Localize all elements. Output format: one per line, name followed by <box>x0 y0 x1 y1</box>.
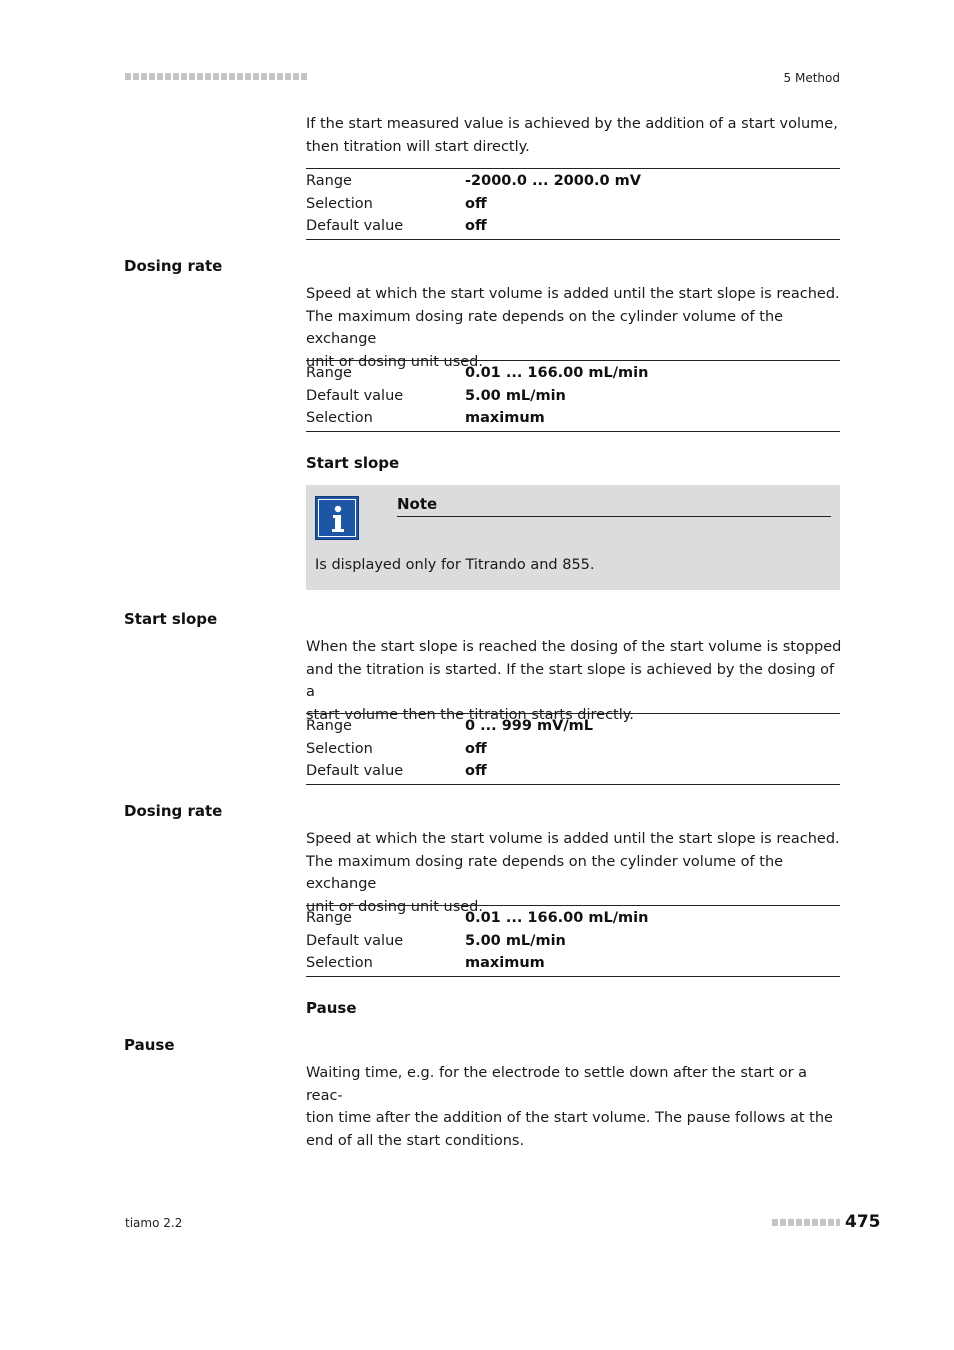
text-line: unit or dosing unit used. <box>306 898 483 915</box>
row-label: Selection <box>306 195 373 212</box>
table-row <box>306 407 840 430</box>
chapter-title: 5 Method <box>783 71 840 85</box>
row-value: maximum <box>465 410 545 427</box>
row-label: Selection <box>306 955 373 972</box>
note-title: Note <box>397 495 438 513</box>
table-row <box>306 362 840 385</box>
row-value: 0.01 ... 166.00 mL/min <box>465 365 649 382</box>
table-row <box>306 170 840 193</box>
text-line: Speed at which the start volume is added until the start slope is reached. <box>306 286 840 302</box>
subsection-heading-start-slope: Start slope <box>306 454 400 472</box>
row-label: Selection <box>306 410 373 427</box>
row-label: Selection <box>306 740 373 757</box>
row-value: 0 ... 999 mV/mL <box>465 718 594 735</box>
row-value: -2000.0 ... 2000.0 mV <box>465 173 641 190</box>
parameter-table-dosing-rate-2 <box>306 905 840 977</box>
row-label: Range <box>306 910 352 927</box>
header-decoration <box>125 73 307 80</box>
parameter-table-start-value <box>306 168 840 240</box>
text-line: end of all the start conditions. <box>306 1132 525 1149</box>
subsection-heading-pause: Pause <box>306 999 357 1017</box>
row-value: 5.00 mL/min <box>465 932 566 949</box>
note-box <box>306 485 840 590</box>
table-row <box>306 738 840 761</box>
footer-decoration <box>772 1219 840 1226</box>
note-divider <box>397 516 831 517</box>
text-line: The maximum dosing rate depends on the cylinder volume of the exchange <box>306 853 784 893</box>
row-value: maximum <box>465 955 545 972</box>
parameter-table-dosing-rate <box>306 360 840 432</box>
table-row <box>306 193 840 216</box>
text-line: unit or dosing unit used. <box>306 353 483 370</box>
row-label: Default value <box>306 763 404 780</box>
text-line: If the start measured value is achieved by the addition of a start volume, <box>306 116 838 132</box>
section-heading-pause: Pause <box>124 1036 175 1054</box>
table-row <box>306 930 840 953</box>
section-heading-dosing-rate-2: Dosing rate <box>124 802 223 820</box>
row-label: Default value <box>306 387 404 404</box>
note-text: Is displayed only for Titrando and 855. <box>315 557 595 573</box>
intro-paragraph <box>306 113 846 158</box>
table-row <box>306 952 840 975</box>
table-row <box>306 385 840 408</box>
text-line: When the start slope is reached the dosing of the start volume is stopped <box>306 639 842 655</box>
row-value: off <box>465 740 487 757</box>
footer-product: tiamo 2.2 <box>125 1216 183 1230</box>
row-label: Default value <box>306 218 404 235</box>
row-value: 0.01 ... 166.00 mL/min <box>465 910 649 927</box>
row-label: Range <box>306 718 352 735</box>
row-value: 5.00 mL/min <box>465 387 566 404</box>
row-value: off <box>465 218 487 235</box>
row-value: off <box>465 195 487 212</box>
info-icon <box>315 496 359 540</box>
text-line: and the titration is started. If the start slope is achieved by the dosing of a <box>306 661 835 701</box>
table-row <box>306 215 840 238</box>
row-label: Range <box>306 365 352 382</box>
page-number: 475 <box>845 1212 881 1232</box>
row-label: Default value <box>306 932 404 949</box>
parameter-table-start-slope <box>306 713 840 785</box>
row-value: off <box>465 763 487 780</box>
text-line: tion time after the addition of the start volume. The pause follows at the <box>306 1110 833 1127</box>
text-line: Waiting time, e.g. for the electrode to settle down after the start or a reac- <box>306 1065 808 1104</box>
table-row <box>306 760 840 783</box>
row-label: Range <box>306 173 352 190</box>
text-line: start volume then the titration starts directly. <box>306 706 634 723</box>
text-line: Speed at which the start volume is added until the start slope is reached. <box>306 831 840 847</box>
table-row <box>306 907 840 930</box>
pause-description <box>306 1062 846 1152</box>
section-heading-start-slope: Start slope <box>124 610 218 628</box>
text-line: The maximum dosing rate depends on the cylinder volume of the exchange <box>306 308 784 348</box>
table-row <box>306 715 840 738</box>
text-line: then titration will start directly. <box>306 138 530 155</box>
section-heading-dosing-rate: Dosing rate <box>124 257 223 275</box>
